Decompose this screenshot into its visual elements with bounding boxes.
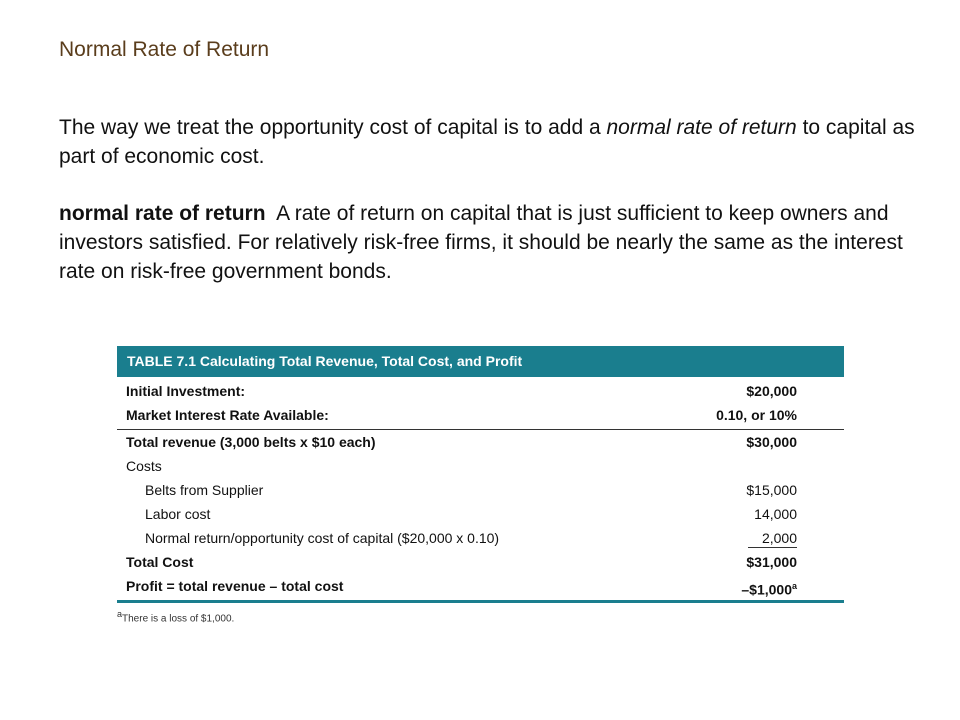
row-value: $20,000 bbox=[746, 383, 797, 399]
investment-section bbox=[117, 377, 844, 430]
intro-text-end: to capital as part of economic cost. bbox=[59, 116, 915, 168]
intro-text-start: The way we treat the opportunity cost of capital is to add a bbox=[59, 116, 607, 139]
intro-italic-term: normal rate of return bbox=[606, 116, 797, 139]
table-row bbox=[117, 574, 844, 598]
table-row bbox=[117, 502, 844, 526]
row-label: Belts from Supplier bbox=[145, 482, 264, 498]
row-label: Profit = total revenue – total cost bbox=[126, 578, 344, 594]
table-row bbox=[117, 526, 844, 550]
row-value: $30,000 bbox=[746, 434, 797, 450]
footnote-mark: a bbox=[117, 609, 123, 619]
row-value: 0.10, or 10% bbox=[716, 407, 797, 423]
table-row bbox=[117, 550, 844, 574]
row-label: Initial Investment: bbox=[126, 383, 246, 399]
table-row bbox=[117, 454, 844, 478]
row-value: $15,000 bbox=[746, 482, 797, 498]
footnote-text: There is a loss of $1,000. bbox=[122, 613, 235, 625]
row-label: Costs bbox=[126, 458, 162, 474]
footnote-marker: a bbox=[791, 581, 797, 591]
definition-paragraph bbox=[59, 199, 919, 286]
table-row bbox=[117, 430, 844, 454]
row-value: 14,000 bbox=[754, 506, 797, 522]
table-row bbox=[117, 478, 844, 502]
row-value: 2,000 bbox=[748, 529, 797, 548]
profit-table bbox=[117, 346, 844, 603]
definition-term: normal rate of return bbox=[59, 202, 266, 225]
row-label: Market Interest Rate Available: bbox=[126, 407, 329, 423]
row-label: Labor cost bbox=[145, 506, 211, 522]
row-value: $31,000 bbox=[746, 554, 797, 570]
row-label: Total revenue (3,000 belts x $10 each) bbox=[126, 434, 376, 450]
table-row bbox=[117, 379, 844, 403]
definition-text: A rate of return on capital that is just sufficient to keep owners and investors satisfied. For relatively risk-free firms, it should be nearly the same as the interest rate on risk-free government bonds. bbox=[59, 202, 903, 283]
table-row bbox=[117, 403, 844, 427]
row-label: Normal return/opportunity cost of capital ($20,000 x 0.10) bbox=[145, 530, 500, 546]
slide-title: Normal Rate of Return bbox=[59, 38, 270, 61]
row-value-wrap bbox=[741, 574, 797, 602]
table-caption: TABLE 7.1 Calculating Total Revenue, Total Cost, and Profit bbox=[117, 346, 844, 377]
row-label: Total Cost bbox=[126, 554, 194, 570]
intro-paragraph bbox=[59, 113, 919, 171]
table-bottom-rule bbox=[117, 600, 844, 603]
row-value: –$1,000 bbox=[741, 581, 792, 598]
table-footnote bbox=[117, 609, 234, 624]
